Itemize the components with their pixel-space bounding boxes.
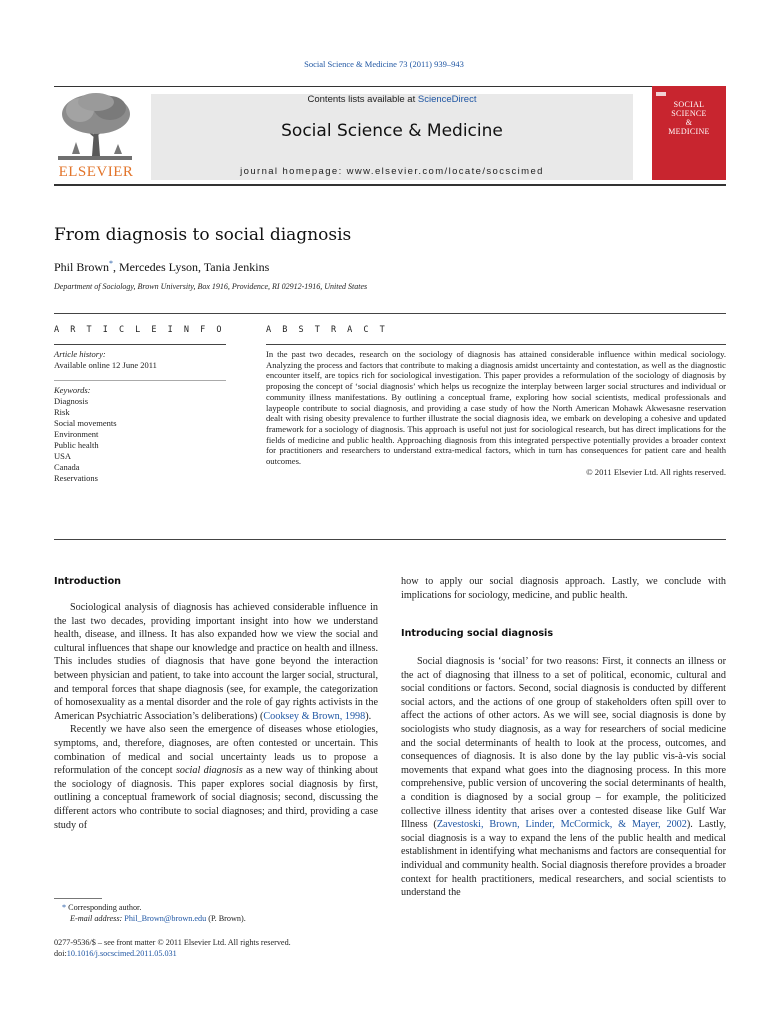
doi-label: doi:	[54, 949, 67, 958]
history-value: Available online 12 June 2011	[54, 360, 157, 370]
abstract-copyright: © 2011 Elsevier Ltd. All rights reserved.	[586, 466, 726, 477]
affiliation: Department of Sociology, Brown University, Box 1916, Providence, RI 02912-1916, United States	[54, 282, 368, 291]
elsevier-wordmark: ELSEVIER	[58, 164, 134, 180]
abstract-bottom-rule	[54, 539, 726, 540]
abstract-rule	[266, 344, 726, 345]
corresponding-author-mark[interactable]: *	[109, 259, 114, 268]
keywords-block	[54, 385, 226, 484]
elsevier-logo[interactable]	[54, 90, 136, 182]
elsevier-tree-icon	[54, 90, 136, 164]
social-diagnosis-heading: Introducing social diagnosis	[401, 628, 554, 639]
paragraph-text: Recently we have also seen the emergence of diseases whose etiologies, symptoms, and, therefore, diagnoses, are often contested or uncertain. This combination of medical and social uncertainty leads us to propose a reformulation of the concept	[54, 724, 378, 777]
cover-line: SCIENCE	[671, 109, 707, 118]
history-label: Article history:	[54, 349, 106, 359]
keyword: Social movements	[54, 418, 117, 428]
cover-title	[652, 100, 726, 136]
issn-block	[54, 937, 384, 959]
paragraph-continuation: how to apply our social diagnosis approach. Lastly, we conclude with implications for sociology, medicine, and public health.	[401, 576, 726, 601]
keyword: Environment	[54, 429, 99, 439]
journal-cover[interactable]	[652, 86, 726, 180]
section-divider	[54, 313, 726, 314]
email-suffix: (P. Brown).	[206, 914, 246, 923]
corresponding-text: Corresponding author.	[66, 903, 142, 912]
footnote-rule	[54, 898, 102, 899]
author-names-rest: , Mercedes Lyson, Tania Jenkins	[113, 260, 270, 274]
email-label: E-mail address:	[70, 914, 125, 923]
right-column-continuation	[401, 575, 726, 602]
corresponding-footnote	[62, 902, 362, 924]
keywords-label: Keywords:	[54, 385, 91, 395]
footnote-mark: *	[62, 903, 67, 912]
issn-line: 0277-9536/$ – see front matter © 2011 Elsevier Ltd. All rights reserved.	[54, 938, 291, 947]
paragraph-text: as a new way of thinking about the sociology of diagnosis. This paper explores social diagnosis by first, outlining a conceptual framework of social diagnosis; second, discussing the different actors who contribute to social diagnoses; and third, providing a case study of	[54, 765, 378, 831]
abstract-body: In the past two decades, research on the sociology of diagnosis has attained considerable influence within medical sociology. Analyzing the process and factors that contribute to making a diagnosis amidst uncertainty and contestation, as well as the diagnostic encounter itself, are topics rich for sociological investigation. This paper provides a reformulation of the sociology of diagnosis by proposing the concept of ‘social diagnosis’ which helps us recognize the interplay between larger social structures and individual or community illness manifestations. By outlining a conceptual frame, exploring how social scientists, medical professionals and laypeople contribute to social diagnosis, and providing a case study of how the North American Mohawk Akwesasne reservation dealt with rising obesity prevalence to further illustrate the social diagnosis idea, we embark on developing a cohesive and updated framework for a sociology of diagnosis. This approach is useful not just for sociological research, but has direct implications for the fields of medicine and public health. Approaching diagnosis from this integrated perspective potentially provides a broader context for practitioners and researchers to understand extra-medical factors, which in turn has consequences for patient care and health outcomes.	[266, 349, 726, 467]
keyword: Risk	[54, 407, 70, 417]
right-column-body	[401, 655, 726, 900]
abstract-label: A B S T R A C T	[266, 325, 388, 335]
email-line	[62, 913, 362, 924]
introduction-heading: Introduction	[54, 576, 121, 587]
cover-line: &	[685, 118, 693, 127]
keyword: USA	[54, 451, 72, 461]
contents-prefix: Contents lists available at	[307, 94, 418, 105]
header-top-rule	[54, 86, 726, 87]
citation-link[interactable]: Zavestoski, Brown, Linder, McCormick, & Mayer, 2002	[436, 819, 687, 831]
paragraph-text: ). Lastly, social diagnosis is a way to expand the lens of the public health and medical establishment in identifying what mechanisms and factors are consequential for individual and community health. Social diagnosis therefore provides a broader context for health practitioners, medical researchers, and social scientists to understand the	[401, 819, 726, 899]
author-name: Phil Brown	[54, 260, 110, 274]
sciencedirect-link[interactable]: ScienceDirect	[417, 94, 477, 105]
paragraph	[54, 723, 378, 832]
keyword: Canada	[54, 462, 80, 472]
header-bottom-rule	[54, 184, 726, 186]
article-history	[54, 349, 226, 371]
article-title: From diagnosis to social diagnosis	[54, 225, 352, 245]
author-list	[54, 259, 269, 275]
keywords-rule	[54, 380, 226, 381]
corresponding-line	[62, 902, 362, 913]
article-info-rule	[54, 344, 226, 345]
paragraph-text: Social diagnosis is ‘social’ for two reasons: First, it connects an illness or the act of diagnosing that illness to a set of political, economic, cultural and social conditions or factors. Second, social diagnosis is conducted by different social actors, and the actions of one group of stakeholders often spill over to affect the actions of other actors. As we will see, social diagnosis is done by sociologists who study diagnosis, as a way for researchers of social medicine and the social determinants of health to look at the process, outcomes, and consequences of diagnosis. It is also done by the lay public vis-à-vis social movements that expand what goes into the diagnosing process. In this more comprehensive, public version of uncovering the social determinants of health, a condition is diagnosed by a social group – for example, the politicized collective illness identity that arises over a contested disease like Gulf War Illness (	[401, 656, 726, 831]
cover-mark	[656, 92, 666, 96]
article-info-label: A R T I C L E I N F O	[54, 325, 225, 335]
journal-title: Social Science & Medicine	[281, 121, 503, 141]
keyword: Diagnosis	[54, 396, 88, 406]
cover-line: SOCIAL	[673, 100, 705, 109]
abstract	[266, 349, 726, 477]
doi-line	[54, 948, 384, 959]
contents-line	[151, 94, 633, 105]
emphasis-text: social diagnosis	[175, 765, 243, 777]
left-column-body	[54, 601, 378, 832]
journal-homepage[interactable]: journal homepage: www.elsevier.com/locate/socscimed	[240, 166, 544, 177]
cover-line: MEDICINE	[668, 127, 710, 136]
paragraph	[54, 601, 378, 723]
citation-link[interactable]: Cooksey & Brown, 1998	[263, 710, 366, 722]
keyword: Public health	[54, 440, 99, 450]
doi-link[interactable]: 10.1016/j.socscimed.2011.05.031	[66, 949, 177, 958]
keyword: Reservations	[54, 473, 98, 483]
paragraph	[401, 655, 726, 900]
journal-citation[interactable]: Social Science & Medicine 73 (2011) 939–943	[304, 59, 464, 69]
paragraph-text: Sociological analysis of diagnosis has achieved considerable influence in the last two decades, providing important insight into how we understand health, disease, and illness. It has also expanded how we view the social and cultural influences that shape our knowledge and practice on health and illness. This includes studies of diagnosis that have gone beyond the interaction between physician and patient, to take into account the larger social, structural, and temporal forces that shape diagnosis (see, for example, the categorization of homosexuality as a mental disorder and the role of gay rights activists in the American Psychiatric Association’s deliberations) (	[54, 602, 378, 722]
paragraph-text: ).	[365, 710, 372, 722]
email-link[interactable]: Phil_Brown@brown.edu	[124, 914, 207, 923]
